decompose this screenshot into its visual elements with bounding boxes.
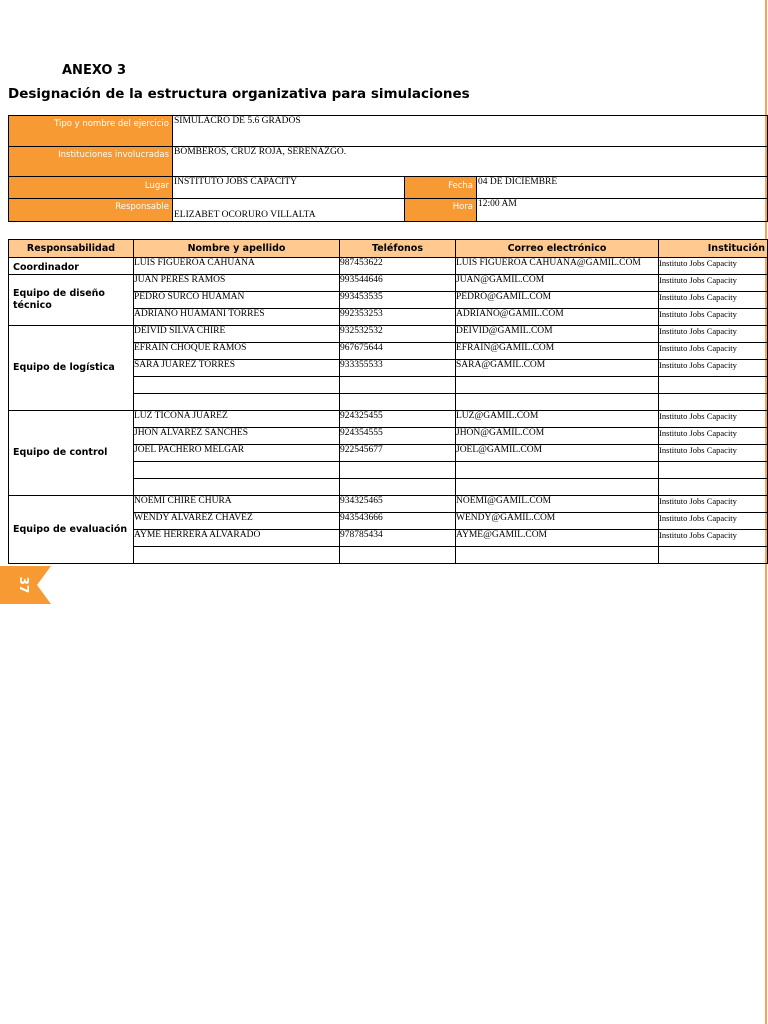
name-cell — [134, 547, 340, 564]
phone-cell: 933355533 — [340, 360, 456, 377]
tipo-value: SIMULACRO DE 5.6 GRADOS — [173, 116, 768, 147]
institution-cell: Instituto Jobs Capacity — [659, 428, 768, 445]
hora-value: 12:00 AM — [477, 199, 768, 222]
phone-cell: 992353253 — [340, 309, 456, 326]
email-cell: JHON@GAMIL.COM — [456, 428, 659, 445]
phone-cell: 978785434 — [340, 530, 456, 547]
responsable-value: ELIZABET OCORURO VILLALTA — [173, 199, 405, 222]
name-cell: DEIVID SILVA CHIRE — [134, 326, 340, 343]
name-cell: JOEL PACHERO MELGAR — [134, 445, 340, 462]
responsibility-cell: Equipo de evaluación — [9, 496, 134, 564]
name-cell: AYME HERRERA ALVARADO — [134, 530, 340, 547]
institution-cell — [659, 462, 768, 479]
name-cell — [134, 377, 340, 394]
name-cell: WENDY ALVAREZ CHAVEZ — [134, 513, 340, 530]
institution-cell: Instituto Jobs Capacity — [659, 530, 768, 547]
header-nombre: Nombre y apellido — [134, 240, 340, 258]
institution-cell — [659, 547, 768, 564]
badge-notch — [37, 566, 51, 604]
responsibility-cell: Coordinador — [9, 258, 134, 275]
page-number: 37 — [17, 576, 31, 594]
institution-cell: Instituto Jobs Capacity — [659, 258, 768, 275]
phone-cell: 934325465 — [340, 496, 456, 513]
phone-cell — [340, 547, 456, 564]
table-row — [9, 326, 768, 343]
phone-cell: 967675644 — [340, 343, 456, 360]
phone-cell: 932532532 — [340, 326, 456, 343]
fecha-label: Fecha — [405, 177, 477, 199]
name-cell: SARA JUAREZ TORRES — [134, 360, 340, 377]
phone-cell: 924354555 — [340, 428, 456, 445]
email-cell: LUZ@GAMIL.COM — [456, 411, 659, 428]
email-cell — [456, 462, 659, 479]
responsable-label: Responsable — [9, 199, 173, 222]
table-row — [9, 258, 768, 275]
institution-cell: Instituto Jobs Capacity — [659, 343, 768, 360]
email-cell — [456, 547, 659, 564]
lugar-label: Lugar — [9, 177, 173, 199]
phone-cell — [340, 394, 456, 411]
phone-cell: 943543666 — [340, 513, 456, 530]
annex-heading: ANEXO 3 — [62, 63, 127, 78]
phone-cell — [340, 462, 456, 479]
name-cell: JUAN PERES RAMOS — [134, 275, 340, 292]
institution-cell: Instituto Jobs Capacity — [659, 496, 768, 513]
lugar-value: INSTITUTO JOBS CAPACITY — [173, 177, 405, 199]
institution-cell: Instituto Jobs Capacity — [659, 513, 768, 530]
table-header-row — [9, 240, 768, 258]
responsibility-cell: Equipo de diseño técnico — [9, 275, 134, 326]
table-row — [9, 496, 768, 513]
institution-cell: Instituto Jobs Capacity — [659, 292, 768, 309]
table-row — [9, 275, 768, 292]
email-cell: WENDY@GAMIL.COM — [456, 513, 659, 530]
email-cell: NOEMI@GAMIL.COM — [456, 496, 659, 513]
fecha-value: 04 DE DICIEMBRE — [477, 177, 768, 199]
email-cell: JOEL@GAMIL.COM — [456, 445, 659, 462]
email-cell: SARA@GAMIL.COM — [456, 360, 659, 377]
institution-cell: Instituto Jobs Capacity — [659, 445, 768, 462]
header-correo: Correo electrónico — [456, 240, 659, 258]
email-cell: DEIVID@GAMIL.COM — [456, 326, 659, 343]
instituciones-label: Instituciones involucradas — [9, 147, 173, 177]
institution-cell: Instituto Jobs Capacity — [659, 360, 768, 377]
phone-cell: 924325455 — [340, 411, 456, 428]
email-cell: JUAN@GAMIL.COM — [456, 275, 659, 292]
institution-cell — [659, 377, 768, 394]
name-cell: ADRIANO HUAMANI TORRES — [134, 309, 340, 326]
name-cell — [134, 479, 340, 496]
name-cell — [134, 394, 340, 411]
phone-cell: 922545677 — [340, 445, 456, 462]
name-cell: LUIS FIGUEROA CAHUANA — [134, 258, 340, 275]
email-cell — [456, 394, 659, 411]
institution-cell: Instituto Jobs Capacity — [659, 411, 768, 428]
email-cell: ADRIANO@GAMIL.COM — [456, 309, 659, 326]
phone-cell: 987453622 — [340, 258, 456, 275]
email-cell: LUIS FIGUEROA CAHUANA@GAMIL.COM — [456, 258, 659, 275]
name-cell: LUZ TICONA JUAREZ — [134, 411, 340, 428]
email-cell: PEDRO@GAMIL.COM — [456, 292, 659, 309]
phone-cell — [340, 377, 456, 394]
name-cell: JHON ALVAREZ SANCHES — [134, 428, 340, 445]
email-cell: AYME@GAMIL.COM — [456, 530, 659, 547]
institution-cell: Instituto Jobs Capacity — [659, 309, 768, 326]
phone-cell: 993453535 — [340, 292, 456, 309]
header-telefonos: Teléfonos — [340, 240, 456, 258]
tipo-label: Tipo y nombre del ejercicio — [9, 116, 173, 147]
phone-cell — [340, 479, 456, 496]
email-cell — [456, 479, 659, 496]
organizational-structure-table — [8, 239, 768, 564]
name-cell: PEDRO SURCO HUAMAN — [134, 292, 340, 309]
name-cell: EFRAIN CHOQUE RAMOS — [134, 343, 340, 360]
institution-cell: Instituto Jobs Capacity — [659, 275, 768, 292]
institution-cell: Instituto Jobs Capacity — [659, 326, 768, 343]
name-cell: NOEMI CHIRE CHURA — [134, 496, 340, 513]
document-title: Designación de la estructura organizativa para simulaciones — [8, 86, 470, 102]
instituciones-value: BOMBEROS, CRUZ ROJA, SERENAZGO. — [173, 147, 768, 177]
institution-cell — [659, 394, 768, 411]
table-row — [9, 411, 768, 428]
header-institucion: Institución — [659, 240, 768, 258]
responsibility-cell: Equipo de logística — [9, 326, 134, 411]
hora-label: Hora — [405, 199, 477, 222]
exercise-info-table — [8, 115, 768, 222]
email-cell: EFRAIN@GAMIL.COM — [456, 343, 659, 360]
header-responsabilidad: Responsabilidad — [9, 240, 134, 258]
responsibility-cell: Equipo de control — [9, 411, 134, 496]
email-cell — [456, 377, 659, 394]
name-cell — [134, 462, 340, 479]
phone-cell: 993544646 — [340, 275, 456, 292]
page-number-badge — [0, 566, 51, 604]
table-body — [9, 258, 768, 564]
institution-cell — [659, 479, 768, 496]
